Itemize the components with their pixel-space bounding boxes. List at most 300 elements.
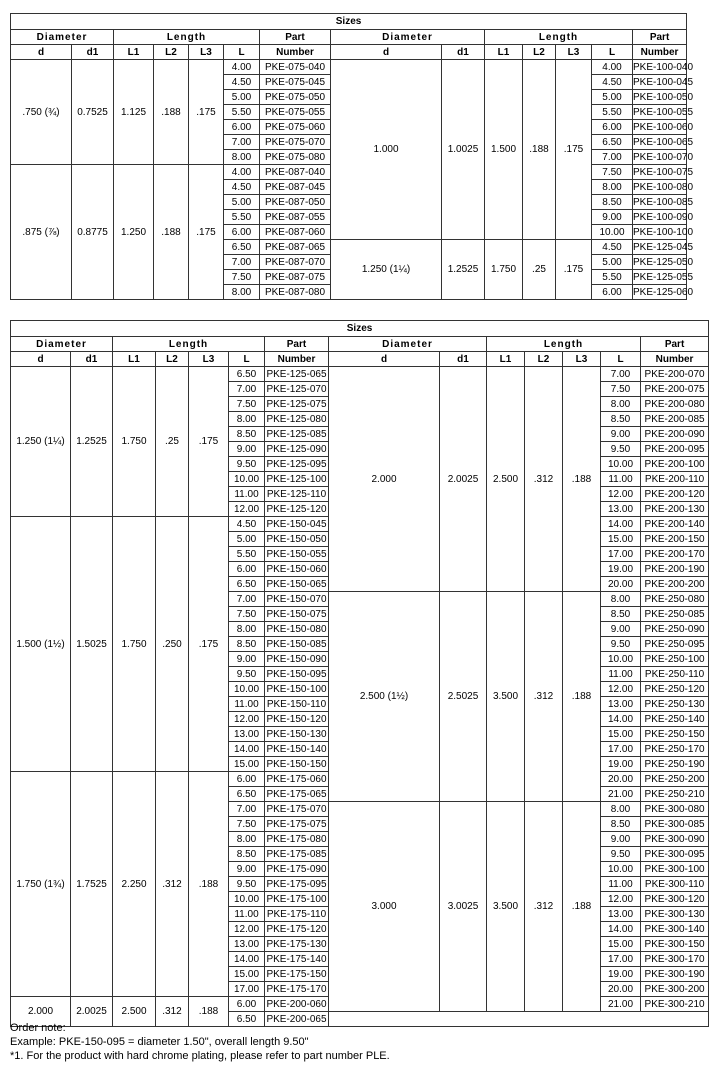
length-l-cell: 6.00 — [224, 225, 260, 240]
length-l2-cell: .250 — [156, 517, 189, 772]
part-number-cell: PKE-100-075 — [633, 166, 694, 178]
length-l-cell: 20.00 — [601, 982, 641, 997]
diameter-d1-cell: 1.2525 — [442, 240, 485, 300]
table-row — [11, 60, 687, 75]
l2-header: L2 — [154, 45, 189, 60]
part-number-cell: PKE-200-070 — [641, 367, 709, 382]
length-l-cell: 14.00 — [601, 712, 641, 727]
part-number-cell: PKE-250-080 — [641, 592, 709, 607]
length-l-cell: 5.50 — [229, 547, 265, 562]
length-l1-cell: 3.500 — [487, 592, 525, 802]
length-l-cell: 8.00 — [224, 285, 260, 300]
part-number-cell: PKE-200-095 — [641, 442, 709, 457]
part-number-cell: PKE-075-045 — [260, 75, 331, 90]
part-number-cell: PKE-175-100 — [266, 893, 327, 905]
diameter-d-cell: .875 (⅞) — [11, 165, 72, 300]
diameter-d-cell: 1.000 — [331, 60, 442, 240]
part-number-cell: PKE-175-150 — [266, 968, 327, 980]
length-l-cell: 5.50 — [224, 210, 260, 225]
part-number-cell: PKE-150-075 — [266, 608, 327, 620]
part-number-cell: PKE-250-210 — [641, 787, 709, 802]
l1-header: L1 — [487, 352, 525, 367]
length-l-cell: 14.00 — [229, 952, 265, 967]
length-l2-cell: .312 — [156, 997, 189, 1027]
part-number-cell: PKE-150-120 — [266, 713, 327, 725]
l2-header: L2 — [156, 352, 189, 367]
length-header: Length — [487, 337, 641, 352]
diameter-d-cell: 1.250 (1¼) — [331, 240, 442, 300]
length-l-cell: 6.50 — [592, 135, 633, 150]
part-number-cell: PKE-200-190 — [641, 562, 709, 577]
part-number-cell: PKE-300-085 — [641, 817, 709, 832]
part-number-cell: PKE-300-110 — [641, 877, 709, 892]
diameter-d1-cell: 2.0025 — [440, 367, 487, 592]
d1-header: d1 — [71, 352, 113, 367]
length-l-cell: 11.00 — [229, 907, 265, 922]
length-l-cell: 15.00 — [601, 937, 641, 952]
length-l3-cell: .188 — [563, 802, 601, 1012]
l1-header: L1 — [113, 352, 156, 367]
length-l-cell: 5.50 — [592, 270, 633, 285]
length-l-cell: 8.00 — [229, 832, 265, 847]
length-l-cell: 10.00 — [601, 652, 641, 667]
part-header: Part — [641, 337, 709, 352]
length-l-cell: 9.50 — [229, 667, 265, 682]
length-l-cell: 5.00 — [229, 532, 265, 547]
length-l-cell: 9.50 — [601, 442, 641, 457]
l3-header: L3 — [189, 45, 224, 60]
d-header: d — [329, 352, 440, 367]
part-number-cell: PKE-075-050 — [260, 90, 331, 105]
length-l-cell: 8.00 — [229, 622, 265, 637]
length-l-cell: 8.50 — [601, 412, 641, 427]
part-number-cell: PKE-300-095 — [641, 847, 709, 862]
length-l-cell: 21.00 — [601, 997, 641, 1012]
diameter-d-cell: 1.750 (1¾) — [11, 772, 71, 997]
length-l1-cell: 1.750 — [113, 367, 156, 517]
part-number-cell: PKE-087-060 — [260, 225, 331, 240]
sizes-table-body — [11, 367, 709, 1027]
length-l-cell: 20.00 — [601, 577, 641, 592]
l-header: L — [592, 45, 633, 60]
part-header: Part — [265, 337, 329, 352]
diameter-d1-cell: 2.5025 — [440, 592, 487, 802]
part-number-cell: PKE-075-040 — [260, 60, 331, 75]
l-header: L — [229, 352, 265, 367]
sizes-table-1 — [10, 13, 694, 300]
length-l-cell: 9.50 — [601, 847, 641, 862]
length-l1-cell: 1.125 — [114, 60, 154, 165]
length-l3-cell: .188 — [563, 367, 601, 592]
part-number-cell: PKE-250-090 — [641, 622, 709, 637]
part-number-cell: PKE-150-085 — [266, 638, 327, 650]
part-number-cell: PKE-250-085 — [641, 607, 709, 622]
length-l-cell: 7.50 — [601, 382, 641, 397]
part-number-cell: PKE-125-100 — [266, 473, 327, 485]
part-number-cell: PKE-125-080 — [266, 413, 327, 425]
length-l-cell: 6.50 — [224, 240, 260, 255]
length-l1-cell: 1.750 — [485, 240, 523, 300]
length-l-cell: 14.00 — [229, 742, 265, 757]
l1-header: L1 — [114, 45, 154, 60]
part-number-cell: PKE-087-080 — [260, 285, 331, 300]
d-header: d — [11, 352, 71, 367]
part-number-cell: PKE-100-045 — [633, 76, 694, 88]
part-number-cell: PKE-200-075 — [641, 382, 709, 397]
part-number-cell: PKE-150-110 — [265, 697, 329, 712]
part-number-cell: PKE-150-090 — [266, 653, 327, 665]
length-l3-cell: .188 — [189, 997, 229, 1027]
part-number-cell: PKE-150-050 — [266, 533, 327, 545]
length-l-cell: 15.00 — [601, 727, 641, 742]
length-l-cell: 6.50 — [229, 577, 265, 592]
length-l-cell: 4.00 — [592, 60, 633, 75]
length-l-cell: 4.50 — [592, 75, 633, 90]
length-l-cell: 8.50 — [601, 607, 641, 622]
d1-header: d1 — [440, 352, 487, 367]
length-l-cell: 10.00 — [601, 862, 641, 877]
length-l3-cell: .188 — [563, 592, 601, 802]
length-l-cell: 19.00 — [601, 757, 641, 772]
part-number-cell: PKE-175-090 — [266, 863, 327, 875]
part-number-cell: PKE-175-120 — [266, 923, 327, 935]
part-number-cell: PKE-125-060 — [633, 286, 694, 298]
part-number-cell: PKE-150-150 — [266, 758, 327, 770]
part-number-cell: PKE-300-190 — [641, 967, 709, 982]
length-l2-cell: .312 — [525, 802, 563, 1012]
length-l3-cell: .175 — [189, 60, 224, 165]
part-number-cell: PKE-150-055 — [266, 548, 327, 560]
length-l-cell: 4.50 — [592, 240, 633, 255]
diameter-header: Diameter — [331, 30, 485, 45]
part-number-cell: PKE-200-130 — [641, 502, 709, 517]
length-l-cell: 19.00 — [601, 967, 641, 982]
part-number-cell: PKE-200-080 — [641, 397, 709, 412]
length-l-cell: 12.00 — [601, 487, 641, 502]
part-number-cell: PKE-200-060 — [266, 998, 327, 1010]
length-l3-cell: .188 — [189, 772, 229, 997]
length-l-cell: 6.50 — [229, 787, 265, 802]
l2-header: L2 — [523, 45, 556, 60]
sizes-table-2 — [10, 320, 709, 1027]
part-number-cell: PKE-175-080 — [266, 833, 327, 845]
part-number-cell: PKE-075-055 — [260, 105, 331, 120]
part-number-cell: PKE-125-055 — [633, 271, 694, 283]
diameter-d1-cell: 1.2525 — [71, 367, 113, 517]
length-l-cell: 15.00 — [601, 532, 641, 547]
part-number-cell: PKE-300-080 — [641, 802, 709, 817]
length-l-cell: 4.50 — [229, 517, 265, 532]
part-number-cell: PKE-175-170 — [266, 983, 327, 995]
length-l-cell: 6.00 — [592, 285, 633, 300]
length-l-cell: 10.00 — [592, 225, 633, 240]
part-number-cell: PKE-100-100 — [633, 226, 694, 238]
length-l-cell: 14.00 — [601, 517, 641, 532]
length-l-cell: 20.00 — [601, 772, 641, 787]
diameter-d1-cell: 1.0025 — [442, 60, 485, 240]
l3-header: L3 — [189, 352, 229, 367]
length-l3-cell: .175 — [556, 60, 592, 240]
length-l2-cell: .188 — [154, 165, 189, 300]
length-l-cell: 5.00 — [592, 255, 633, 270]
part-number-cell: PKE-200-100 — [641, 457, 709, 472]
length-l-cell: 6.00 — [229, 562, 265, 577]
diameter-d-cell: 1.250 (1¼) — [11, 367, 71, 517]
length-l-cell: 5.00 — [224, 90, 260, 105]
part-number-cell: PKE-125-085 — [266, 428, 327, 440]
length-l-cell: 19.00 — [601, 562, 641, 577]
part-header: Part — [633, 30, 687, 45]
length-l-cell: 10.00 — [601, 457, 641, 472]
part-number-cell: PKE-125-120 — [266, 503, 327, 515]
diameter-d1-cell: 0.7525 — [72, 60, 114, 165]
length-l-cell: 4.00 — [224, 60, 260, 75]
part-header: Part — [260, 30, 331, 45]
length-l-cell: 15.00 — [229, 757, 265, 772]
length-l-cell: 6.00 — [229, 772, 265, 787]
length-l-cell: 4.00 — [224, 165, 260, 180]
length-l-cell: 7.00 — [224, 255, 260, 270]
length-header: Length — [114, 30, 260, 45]
part-number-cell: PKE-125-095 — [266, 458, 327, 470]
part-number-cell: PKE-087-075 — [260, 270, 331, 285]
diameter-d1-cell: 1.5025 — [71, 517, 113, 772]
length-l-cell: 9.50 — [601, 637, 641, 652]
length-l-cell: 9.00 — [229, 652, 265, 667]
part-number-cell: PKE-175-095 — [266, 878, 327, 890]
length-l-cell: 9.00 — [592, 210, 633, 225]
length-l-cell: 7.50 — [229, 397, 265, 412]
length-l-cell: 4.50 — [224, 180, 260, 195]
part-number-cell: PKE-175-140 — [266, 953, 327, 965]
order-note-example: Example: PKE-150-095 = diameter 1.50", overall length 9.50" — [10, 1036, 309, 1048]
d1-header: d1 — [442, 45, 485, 60]
part-number-cell: PKE-250-110 — [641, 667, 709, 682]
diameter-d-cell: 2.000 — [11, 997, 71, 1027]
length-l1-cell: 1.500 — [485, 60, 523, 240]
part-number-cell: PKE-250-170 — [641, 742, 709, 757]
part-number-cell: PKE-175-110 — [265, 907, 329, 922]
part-number-cell: PKE-150-100 — [266, 683, 327, 695]
part-number-cell: PKE-175-060 — [266, 773, 327, 785]
part-number-cell: PKE-200-110 — [641, 472, 709, 487]
l3-header: L3 — [556, 45, 592, 60]
length-l-cell: 10.00 — [229, 472, 265, 487]
length-l-cell: 11.00 — [601, 877, 641, 892]
part-number-cell: PKE-250-120 — [641, 682, 709, 697]
part-number-cell: PKE-125-075 — [266, 398, 327, 410]
part-number-cell: PKE-100-070 — [633, 151, 694, 163]
length-l-cell: 7.00 — [601, 367, 641, 382]
length-l-cell: 8.50 — [229, 637, 265, 652]
d1-header: d1 — [72, 45, 114, 60]
length-l-cell: 7.00 — [592, 150, 633, 165]
length-l-cell: 7.00 — [224, 135, 260, 150]
length-l-cell: 9.00 — [229, 862, 265, 877]
part-number-cell: PKE-087-070 — [260, 255, 331, 270]
length-l2-cell: .188 — [154, 60, 189, 165]
part-number-cell: PKE-100-055 — [633, 106, 694, 118]
diameter-d-cell: 3.000 — [329, 802, 440, 1012]
length-l-cell: 7.00 — [229, 382, 265, 397]
part-number-cell: PKE-200-170 — [641, 547, 709, 562]
length-l-cell: 13.00 — [229, 937, 265, 952]
part-number-cell: PKE-150-080 — [266, 623, 327, 635]
length-l-cell: 17.00 — [601, 742, 641, 757]
part-number-cell: PKE-150-045 — [266, 518, 327, 530]
length-l-cell: 17.00 — [601, 547, 641, 562]
length-l-cell: 8.00 — [601, 802, 641, 817]
part-number-cell: PKE-200-150 — [641, 532, 709, 547]
part-number-cell: PKE-150-130 — [266, 728, 327, 740]
part-number-cell: PKE-125-045 — [633, 241, 694, 253]
length-l-cell: 6.50 — [229, 367, 265, 382]
part-number-cell: PKE-175-075 — [266, 818, 327, 830]
length-l2-cell: .312 — [525, 367, 563, 592]
diameter-d1-cell: 3.0025 — [440, 802, 487, 1012]
part-number-cell: PKE-300-150 — [641, 937, 709, 952]
part-number-cell: PKE-087-055 — [260, 210, 331, 225]
length-l-cell: 8.00 — [601, 592, 641, 607]
part-number-cell: PKE-250-095 — [641, 637, 709, 652]
length-l-cell: 8.50 — [229, 427, 265, 442]
length-l-cell: 9.00 — [229, 442, 265, 457]
table-row — [11, 367, 709, 382]
length-l-cell: 13.00 — [601, 907, 641, 922]
table-title: Sizes — [11, 14, 687, 30]
length-l2-cell: .25 — [523, 240, 556, 300]
diameter-header: Diameter — [11, 337, 113, 352]
part-number-cell: PKE-150-065 — [266, 578, 327, 590]
part-number-cell: PKE-175-130 — [266, 938, 327, 950]
length-l-cell: 11.00 — [601, 667, 641, 682]
part-number-cell: PKE-100-050 — [633, 91, 694, 103]
part-number-cell: PKE-175-085 — [266, 848, 327, 860]
part-number-cell: PKE-150-070 — [266, 593, 327, 605]
length-l-cell: 5.00 — [592, 90, 633, 105]
length-header: Length — [113, 337, 265, 352]
d-header: d — [331, 45, 442, 60]
length-l-cell: 11.00 — [601, 472, 641, 487]
length-l1-cell: 2.250 — [113, 772, 156, 997]
part-number-cell: PKE-300-130 — [641, 907, 709, 922]
diameter-d1-cell: 0.8775 — [72, 165, 114, 300]
part-number-cell: PKE-125-070 — [266, 383, 327, 395]
number-header: Number — [633, 45, 687, 60]
length-l-cell: 6.00 — [592, 120, 633, 135]
length-l-cell: 5.00 — [224, 195, 260, 210]
sizes-table-body — [11, 60, 694, 300]
length-l-cell: 12.00 — [601, 682, 641, 697]
length-l-cell: 13.00 — [601, 502, 641, 517]
length-l-cell: 15.00 — [229, 967, 265, 982]
l1-header: L1 — [485, 45, 523, 60]
length-l1-cell: 2.500 — [113, 997, 156, 1027]
length-l-cell: 6.00 — [229, 997, 265, 1012]
length-l-cell: 17.00 — [229, 982, 265, 997]
diameter-d1-cell: 2.0025 — [71, 997, 113, 1027]
part-number-cell: PKE-250-200 — [641, 772, 709, 787]
length-l-cell: 9.50 — [229, 877, 265, 892]
part-number-cell: PKE-300-100 — [641, 862, 709, 877]
part-number-cell: PKE-175-065 — [266, 788, 327, 800]
length-l-cell: 7.00 — [229, 802, 265, 817]
diameter-d1-cell: 1.7525 — [71, 772, 113, 997]
part-number-cell: PKE-300-140 — [641, 922, 709, 937]
table-title: Sizes — [11, 321, 709, 337]
part-number-cell: PKE-150-060 — [266, 563, 327, 575]
part-number-cell: PKE-100-090 — [633, 211, 694, 223]
diameter-d-cell: 1.500 (1½) — [11, 517, 71, 772]
length-l-cell: 12.00 — [229, 712, 265, 727]
diameter-d-cell: .750 (¾) — [11, 60, 72, 165]
part-number-cell: PKE-200-140 — [641, 517, 709, 532]
length-l-cell: 7.50 — [229, 817, 265, 832]
length-l-cell: 11.00 — [229, 697, 265, 712]
part-number-cell: PKE-300-170 — [641, 952, 709, 967]
length-l-cell: 21.00 — [601, 787, 641, 802]
part-number-cell: PKE-250-130 — [641, 697, 709, 712]
part-number-cell: PKE-200-120 — [641, 487, 709, 502]
length-l-cell: 8.50 — [601, 817, 641, 832]
length-l1-cell: 3.500 — [487, 802, 525, 1012]
length-l-cell: 7.50 — [229, 607, 265, 622]
length-l2-cell: .312 — [525, 592, 563, 802]
length-l3-cell: .175 — [189, 165, 224, 300]
part-number-cell: PKE-175-070 — [266, 803, 327, 815]
part-number-cell: PKE-250-140 — [641, 712, 709, 727]
part-number-cell: PKE-250-150 — [641, 727, 709, 742]
part-number-cell: PKE-150-140 — [266, 743, 327, 755]
d-header: d — [11, 45, 72, 60]
l3-header: L3 — [563, 352, 601, 367]
length-l-cell: 8.00 — [229, 412, 265, 427]
length-l-cell: 10.00 — [229, 892, 265, 907]
length-l-cell: 4.50 — [224, 75, 260, 90]
part-number-cell: PKE-100-080 — [633, 181, 694, 193]
part-number-cell: PKE-087-065 — [260, 240, 331, 255]
order-note — [10, 1021, 390, 1063]
number-header: Number — [260, 45, 331, 60]
length-l3-cell: .175 — [189, 517, 229, 772]
part-number-cell: PKE-087-040 — [260, 165, 331, 180]
l-header: L — [224, 45, 260, 60]
length-l-cell: 9.00 — [601, 622, 641, 637]
length-l-cell: 9.00 — [601, 427, 641, 442]
part-number-cell: PKE-125-110 — [265, 487, 329, 502]
part-number-cell: PKE-100-060 — [633, 121, 694, 133]
diameter-d-cell: 2.500 (1½) — [329, 592, 440, 802]
length-l-cell: 10.00 — [229, 682, 265, 697]
length-l-cell: 13.00 — [601, 697, 641, 712]
length-l1-cell: 1.250 — [114, 165, 154, 300]
length-l-cell: 17.00 — [601, 952, 641, 967]
part-number-cell: PKE-075-060 — [260, 120, 331, 135]
part-number-cell: PKE-075-080 — [260, 150, 331, 165]
length-l1-cell: 2.500 — [487, 367, 525, 592]
part-number-cell: PKE-200-090 — [641, 427, 709, 442]
length-l1-cell: 1.750 — [113, 517, 156, 772]
part-number-cell: PKE-300-210 — [641, 997, 709, 1012]
part-number-cell: PKE-200-200 — [641, 577, 709, 592]
length-header: Length — [485, 30, 633, 45]
length-l-cell: 8.00 — [592, 180, 633, 195]
part-number-cell: PKE-300-120 — [641, 892, 709, 907]
length-l-cell: 7.50 — [224, 270, 260, 285]
number-header: Number — [265, 352, 329, 367]
length-l2-cell: .188 — [523, 60, 556, 240]
length-l-cell: 9.50 — [229, 457, 265, 472]
